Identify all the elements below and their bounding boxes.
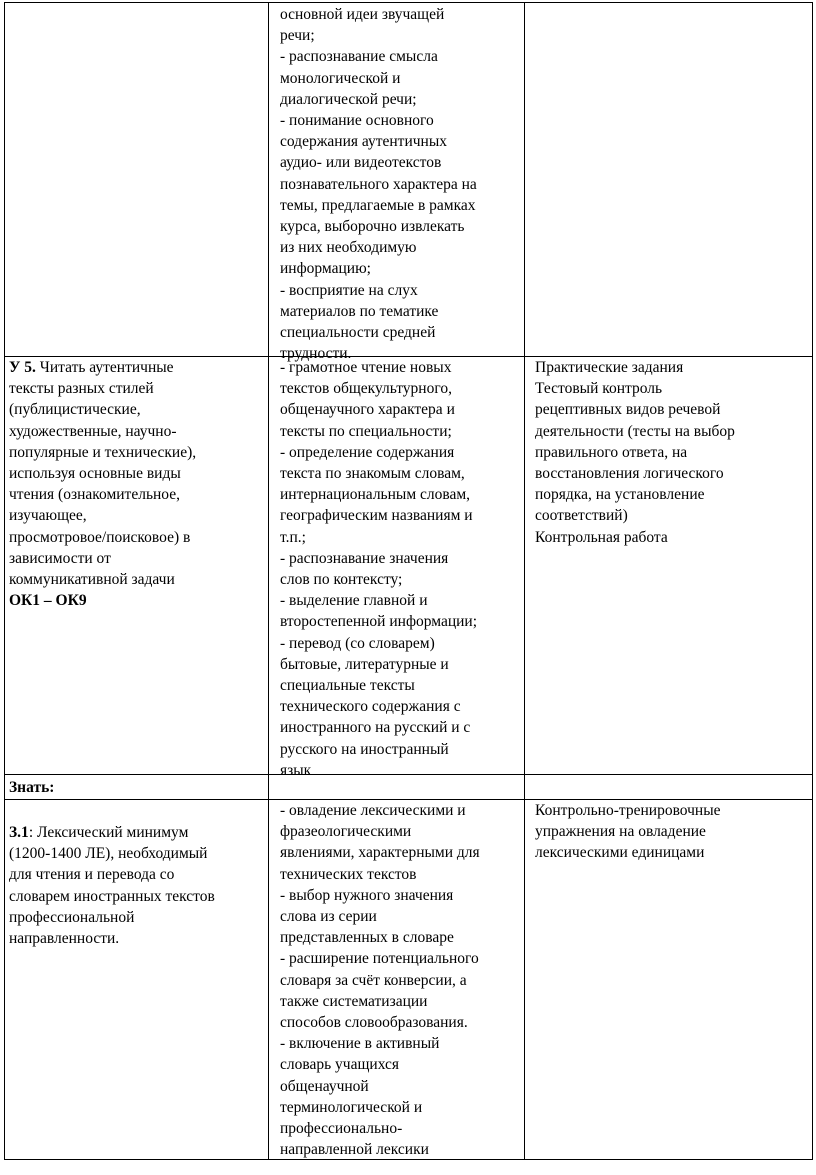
table-border-top: [4, 2, 813, 3]
content-line: - выделение главной и: [280, 592, 428, 610]
skill-line: художественные, научно-: [9, 422, 177, 440]
table-border-col2: [524, 2, 525, 1160]
content-line: познавательного характера на: [280, 175, 477, 193]
skill-text: Читать аутентичные: [35, 359, 174, 376]
knowledge-line: профессиональной: [9, 908, 135, 926]
content-line: интернациональным словам,: [280, 486, 471, 504]
content-line: слов по контексту;: [280, 571, 403, 589]
assessment-line: Тестовый контроль: [535, 380, 663, 398]
assessment-line: Контрольно-тренировочные: [535, 802, 721, 819]
content-line: - включение в активный: [280, 1035, 440, 1053]
skill-line: зависимости от: [9, 549, 111, 567]
content-line: - овладение лексическими и: [280, 802, 466, 819]
content-line: специальные тексты: [280, 677, 415, 695]
content-line: темы, предлагаемые в рамках: [280, 196, 476, 214]
content-line: географическим названиям и: [280, 507, 473, 525]
content-line: аудио- или видеотекстов: [280, 154, 442, 172]
knowledge-line: направленности.: [9, 930, 120, 948]
content-line: основной идеи звучащей: [280, 6, 445, 23]
content-line: словаря за счёт конверсии, а: [280, 971, 467, 989]
content-line: - расширение потенциального: [280, 950, 479, 968]
content-line: курса, выборочно извлекать: [280, 218, 465, 236]
content-line: общенаучной: [280, 1077, 369, 1095]
knowledge-text: : Лексический минимум: [28, 824, 189, 841]
content-line: - распознавание значения: [280, 549, 449, 567]
row-u5-content-cell: [280, 357, 520, 781]
assessment-line: восстановления логического: [535, 465, 724, 483]
content-line: слова из серии: [280, 908, 377, 926]
content-line: терминологической и: [280, 1098, 423, 1116]
row-z1-content-cell: [280, 800, 520, 1160]
content-line: фразеологическими: [280, 823, 412, 841]
assessment-line: порядка, на установление: [535, 486, 705, 504]
assessment-line: соответствий): [535, 507, 628, 525]
content-line: направленной лексики: [280, 1141, 429, 1159]
content-line: общенаучного характера и: [280, 401, 455, 419]
content-line: материалов по тематике: [280, 302, 439, 320]
assessment-line: упражнения на овладение: [535, 823, 706, 841]
content-line: русского на иностранный: [280, 740, 449, 758]
content-line: - понимание основного: [280, 112, 434, 130]
assessment-line: правильного ответа, на: [535, 443, 688, 461]
assessment-line: рецептивных видов речевой: [535, 401, 721, 419]
content-line: - распознавание смысла: [280, 48, 438, 66]
content-line: текстов общекультурного,: [280, 380, 452, 398]
skill-line: коммуникативной задачи: [9, 571, 175, 589]
knowledge-line: словарем иностранных текстов: [9, 887, 215, 905]
content-line: - перевод (со словарем): [280, 634, 435, 652]
content-line: бытовые, литературные и: [280, 655, 449, 673]
content-line: технических текстов: [280, 865, 417, 883]
row-z1-assessment-cell: [535, 800, 809, 864]
knowledge-first-line: [9, 822, 265, 843]
content-line: т.п.;: [280, 528, 306, 546]
knowledge-code: З.1: [9, 824, 29, 841]
content-line: - выбор нужного значения: [280, 886, 454, 904]
content-line: речи;: [280, 27, 315, 45]
content-line: тексты по специальности;: [280, 422, 452, 440]
content-line: технического содержания с: [280, 698, 461, 716]
skill-first-line: [9, 357, 265, 378]
content-line: из них необходимую: [280, 239, 417, 257]
content-line: представленных в словаре: [280, 929, 454, 947]
skill-line: популярные и технические),: [9, 443, 197, 461]
content-line: - грамотное чтение новых: [280, 359, 452, 376]
row-continued-content-cell: [280, 4, 520, 364]
competencies: ОК1 – ОК9: [9, 592, 87, 610]
row-u5-assessment-cell: [535, 357, 809, 548]
assessment-line: лексическими единицами: [535, 844, 705, 862]
row-z1-knowledge-cell: [9, 822, 265, 949]
content-line: специальности средней: [280, 324, 436, 342]
content-line: язык: [280, 761, 312, 779]
content-line: также систематизации: [280, 992, 428, 1010]
content-line: диалогической речи;: [280, 90, 417, 108]
znat-heading: Знать:: [9, 779, 55, 796]
skill-line: изучающее,: [9, 507, 87, 525]
assessment-line: деятельности (тесты на выбор: [535, 422, 735, 440]
content-line: текста по знакомым словам,: [280, 465, 465, 483]
skill-line: (публицистические,: [9, 401, 141, 419]
assessment-line: Контрольная работа: [535, 528, 668, 546]
content-line: - восприятие на слух: [280, 281, 418, 299]
row-u5-skill-cell: [9, 357, 265, 611]
content-line: словарь учащихся: [280, 1056, 400, 1074]
assessment-line: Практические задания: [535, 359, 684, 376]
content-line: способов словообразования.: [280, 1014, 468, 1032]
content-line: монологической и: [280, 69, 401, 87]
content-line: информацию;: [280, 260, 371, 278]
skill-line: тексты разных стилей: [9, 380, 154, 398]
skill-line: чтения (ознакомительное,: [9, 486, 180, 504]
skill-code: У 5.: [9, 359, 36, 376]
skill-line: используя основные виды: [9, 465, 181, 483]
knowledge-line: для чтения и перевода со: [9, 866, 175, 884]
knowledge-line: (1200-1400 ЛЕ), необходимый: [9, 845, 208, 863]
content-line: содержания аутентичных: [280, 133, 447, 151]
content-line: трудности.: [280, 345, 352, 363]
content-line: профессионально-: [280, 1120, 403, 1138]
content-line: явлениями, характерными для: [280, 844, 480, 862]
content-line: второстепенной информации;: [280, 613, 478, 631]
table-border-right: [812, 2, 813, 1160]
table-border-left: [4, 2, 5, 1160]
table-border-col1: [268, 2, 269, 1160]
content-line: - определение содержания: [280, 443, 455, 461]
skill-line: просмотровое/поисковое) в: [9, 528, 191, 546]
content-line: иностранного на русский и с: [280, 719, 471, 737]
